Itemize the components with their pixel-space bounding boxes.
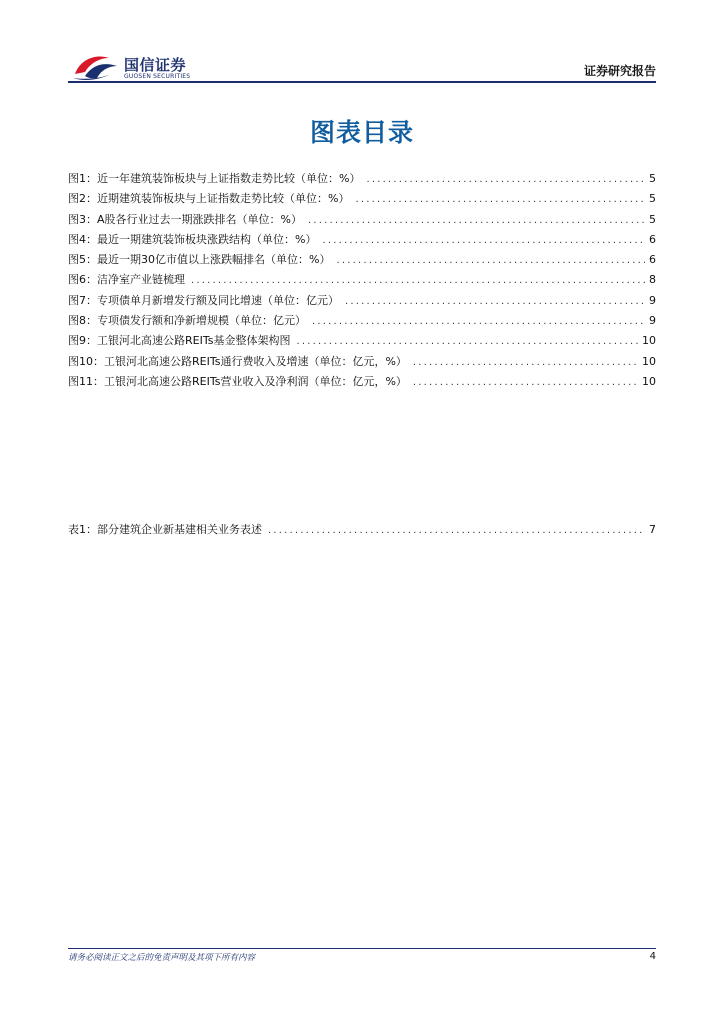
- entry-label: 图3：: [68, 212, 97, 226]
- entry-label: 图6：: [68, 273, 97, 287]
- entry-page-number: 8: [649, 273, 656, 287]
- table-list: [68, 521, 656, 541]
- dot-leader: [355, 194, 645, 205]
- entry-label: 图1：: [68, 172, 97, 185]
- entry-page-number: 10: [642, 334, 656, 348]
- figure-list: [68, 170, 656, 393]
- entry-label: 图7：: [68, 293, 97, 307]
- entry-label: 图10：: [68, 354, 104, 368]
- entry-label: 图2：: [68, 192, 97, 206]
- page-header: [68, 50, 656, 86]
- entry-page-number: 5: [649, 212, 656, 226]
- entry-title: 工银河北高速公路REITs营业收入及净利润（单位：亿元，%）: [104, 374, 407, 388]
- dot-leader: [191, 275, 645, 286]
- page-number: 4: [649, 951, 656, 962]
- dot-leader: [366, 174, 645, 185]
- dot-leader: [413, 377, 638, 388]
- dot-leader: [336, 255, 645, 266]
- entry-title: 近期建筑装饰板块与上证指数走势比较（单位：%）: [97, 192, 350, 206]
- dot-leader: [345, 296, 645, 307]
- dot-leader: [308, 215, 645, 226]
- entry-label: 图11：: [68, 374, 104, 388]
- figure-entry[interactable]: [68, 292, 656, 312]
- guosen-logo-icon: [71, 52, 121, 82]
- entry-page-number: 9: [649, 293, 656, 307]
- entry-label: 图5：: [68, 253, 97, 267]
- figure-entry[interactable]: [68, 373, 656, 393]
- figure-entry[interactable]: [68, 332, 656, 352]
- figure-entry[interactable]: [68, 170, 656, 190]
- figure-entry[interactable]: [68, 211, 656, 231]
- dot-leader: [312, 316, 645, 327]
- entry-label: 表1：: [68, 523, 97, 536]
- entry-page-number: 5: [649, 172, 656, 185]
- entry-page-number: 10: [642, 354, 656, 368]
- dot-leader: [413, 357, 638, 368]
- entry-label: 图9：: [68, 334, 97, 348]
- entry-title: 最近一期建筑装饰板块涨跌结构（单位：%）: [97, 232, 317, 246]
- entry-title: 专项债单月新增发行额及同比增速（单位：亿元）: [97, 293, 339, 307]
- entry-title: 部分建筑企业新基建相关业务表述: [97, 523, 262, 536]
- dot-leader: [322, 235, 645, 246]
- entry-title: 工银河北高速公路REITs基金整体架构图: [97, 334, 291, 348]
- figure-entry[interactable]: [68, 190, 656, 210]
- page-title: 图表目录: [309, 118, 414, 147]
- figure-entry[interactable]: [68, 251, 656, 271]
- entry-page-number: 6: [649, 253, 656, 267]
- entry-page-number: 6: [649, 232, 656, 246]
- entry-page-number: 9: [649, 314, 656, 328]
- entry-title: A股各行业过去一期涨跌排名（单位：%）: [97, 212, 302, 226]
- entry-title: 洁净室产业链梳理: [97, 273, 185, 287]
- footer-divider: [68, 948, 656, 949]
- table-entry[interactable]: [68, 521, 656, 541]
- entry-label: 图4：: [68, 232, 97, 246]
- figure-entry[interactable]: [68, 271, 656, 291]
- figure-entry[interactable]: [68, 312, 656, 332]
- entry-page-number: 5: [649, 192, 656, 206]
- header-divider: [68, 81, 656, 83]
- logo-chinese-name: 国信证券: [124, 56, 187, 74]
- entry-page-number: 7: [649, 523, 656, 536]
- report-type-label: 证券研究报告: [583, 64, 656, 78]
- figure-entry[interactable]: [68, 231, 656, 251]
- entry-title: 近一年建筑装饰板块与上证指数走势比较（单位：%）: [97, 172, 361, 185]
- entry-label: 图8：: [68, 314, 97, 328]
- dot-leader: [296, 336, 638, 347]
- entry-page-number: 10: [642, 374, 656, 388]
- entry-title: 最近一期30亿市值以上涨跌幅排名（单位：%）: [97, 253, 331, 267]
- entry-title: 工银河北高速公路REITs通行费收入及增速（单位：亿元，%）: [104, 354, 407, 368]
- footer-disclaimer: 请务必阅读正文之后的免责声明及其项下所有内容: [68, 953, 256, 963]
- guosen-logo: [68, 50, 218, 84]
- entry-title: 专项债发行额和净新增规模（单位：亿元）: [97, 314, 306, 328]
- logo-english-name: GUOSEN SECURITIES: [124, 73, 191, 80]
- figure-entry[interactable]: [68, 353, 656, 373]
- dot-leader: [268, 525, 645, 536]
